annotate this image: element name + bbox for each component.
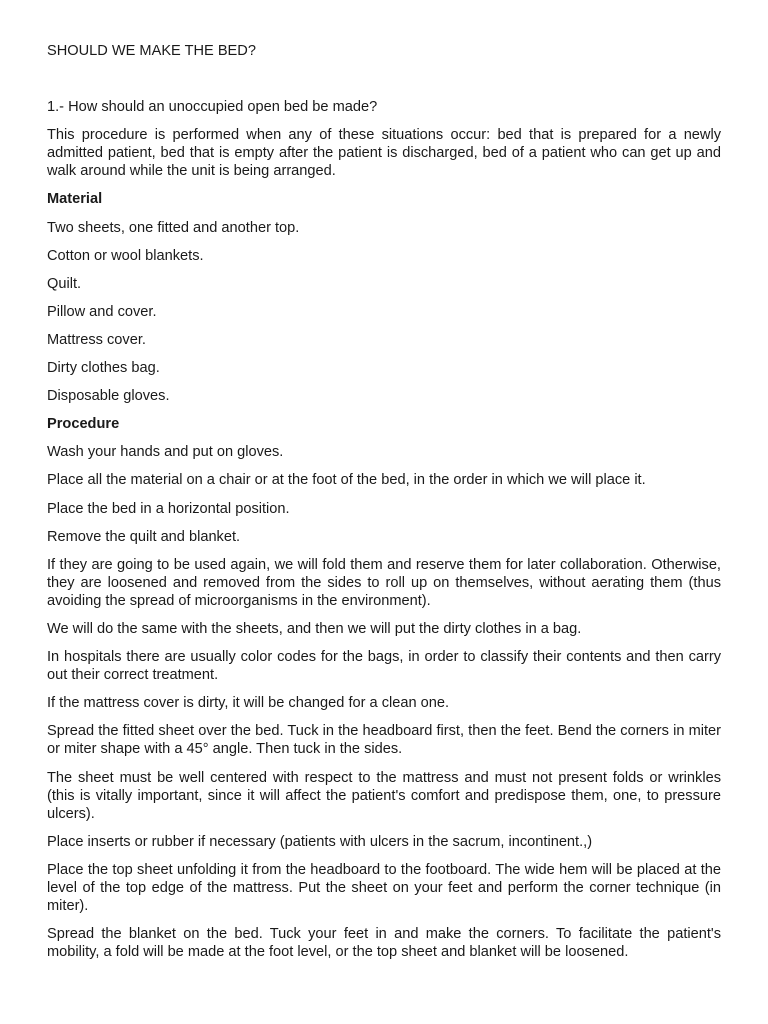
- procedure-step: Place all the material on a chair or at the foot of the bed, in the order in which we will place it.: [47, 472, 646, 489]
- material-item: Two sheets, one fitted and another top.: [47, 219, 300, 236]
- procedure-step: Place inserts or rubber if necessary (patients with ulcers in the sacrum, incontinent.,): [47, 833, 593, 850]
- material-item: Disposable gloves.: [47, 388, 170, 405]
- intro-paragraph: This procedure is performed when any of these situations occur: bed that is prepared for a newly admitted patient, bed that is empty after the patient is discharged, bed of a patient who can get up and walk around while the unit is being arranged.: [47, 127, 721, 180]
- procedure-step: The sheet must be well centered with respect to the mattress and must not present folds or wrinkles (this is vitally important, since it will affect the patient's comfort and predispose them, one, to pressure ulcers).: [47, 769, 721, 822]
- document-title: SHOULD WE MAKE THE BED?: [47, 43, 256, 59]
- question-heading: 1.- How should an unoccupied open bed be made?: [47, 99, 378, 116]
- procedure-step: Spread the fitted sheet over the bed. Tuck in the headboard first, then the feet. Bend the corners in miter or miter shape with a 45° angle. Then tuck in the sides.: [47, 723, 721, 758]
- procedure-step: We will do the same with the sheets, and then we will put the dirty clothes in a bag.: [47, 620, 582, 637]
- procedure-step: Spread the blanket on the bed. Tuck your feet in and make the corners. To facilitate the patient's mobility, a fold will be made at the foot level, or the top sheet and blanket will be loosened.: [47, 926, 721, 961]
- procedure-heading: Procedure: [47, 416, 120, 433]
- material-heading: Material: [47, 191, 103, 208]
- procedure-step: In hospitals there are usually color codes for the bags, in order to classify their contents and then carry out their correct treatment.: [47, 649, 721, 684]
- material-item: Mattress cover.: [47, 331, 146, 348]
- material-item: Dirty clothes bag.: [47, 360, 160, 377]
- procedure-step: Remove the quilt and blanket.: [47, 528, 241, 545]
- procedure-step: Place the top sheet unfolding it from the headboard to the footboard. The wide hem will be placed at the level of the top edge of the mattress. Put the sheet on your feet and perform the corner technique (in miter).: [47, 861, 721, 915]
- material-item: Cotton or wool blankets.: [47, 247, 204, 264]
- material-item: Quilt.: [47, 275, 82, 292]
- procedure-step: If they are going to be used again, we will fold them and reserve them for later collaboration. Otherwise, they are loosened and removed from the sides to roll up on themselves, without aerating them (thus avoiding the spread of microorganisms in the environment).: [47, 556, 721, 609]
- material-item: Pillow and cover.: [47, 303, 157, 320]
- procedure-step: Wash your hands and put on gloves.: [47, 444, 284, 461]
- procedure-step: Place the bed in a horizontal position.: [47, 500, 290, 517]
- procedure-step: If the mattress cover is dirty, it will be changed for a clean one.: [47, 695, 450, 712]
